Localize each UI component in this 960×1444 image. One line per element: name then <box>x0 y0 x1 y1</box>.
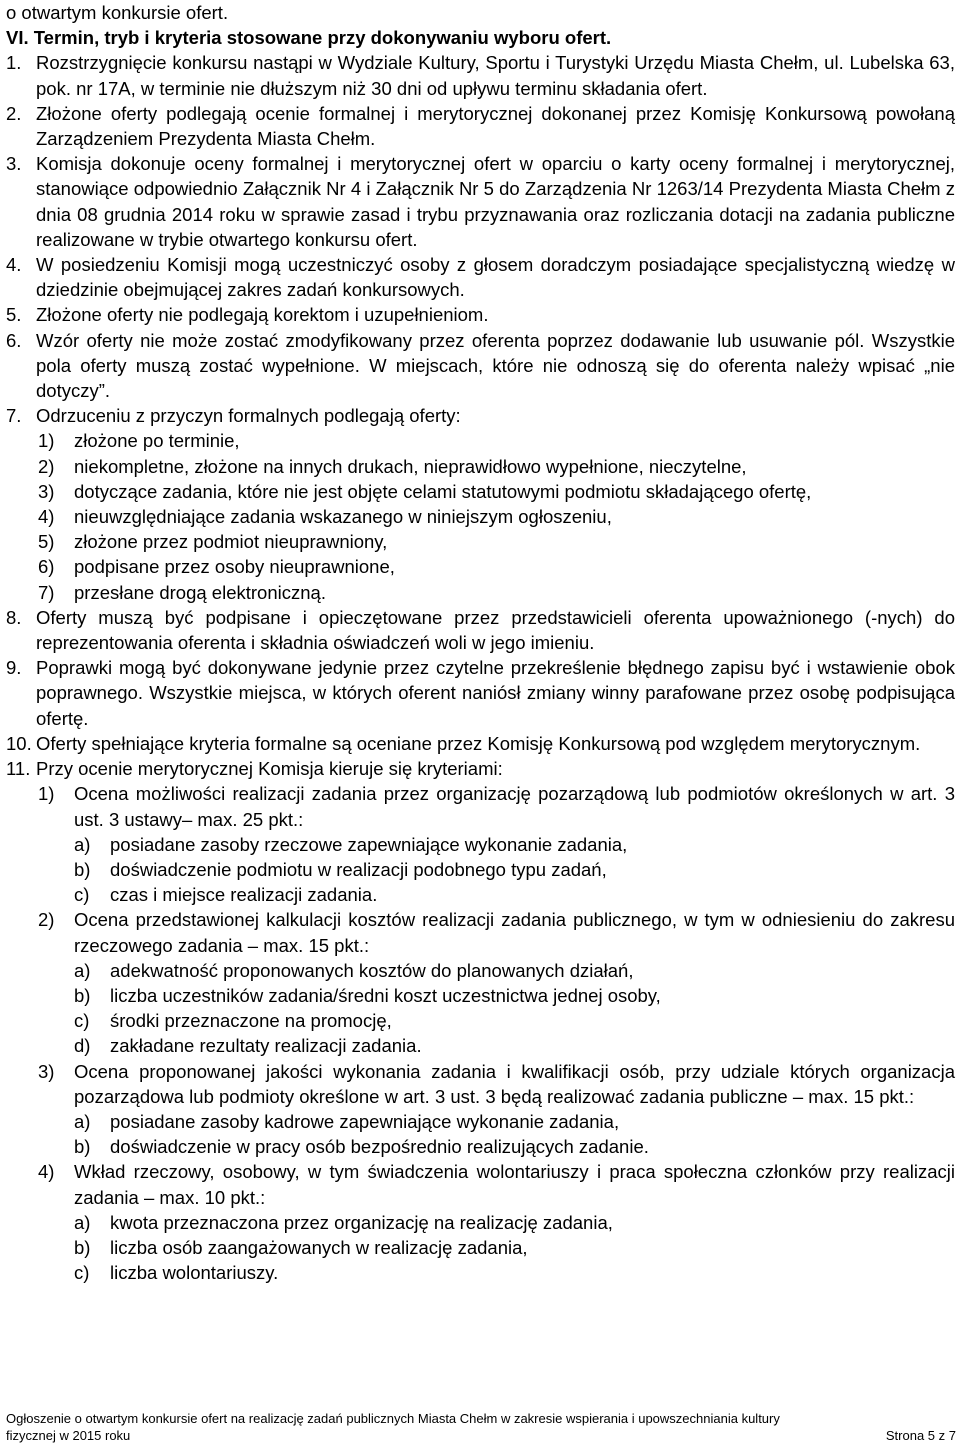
numbered-point-number: 6. <box>6 329 22 351</box>
criterion <box>0 1159 960 1209</box>
criterion-subitem <box>0 832 960 857</box>
criterion-subitem-number: b) <box>74 1236 91 1258</box>
criterion-subitem-text: czas i miejsce realizacji zadania. <box>110 884 378 906</box>
criterion-subitem <box>0 882 960 907</box>
rejection-reason <box>0 454 960 479</box>
numbered-point-text: Rozstrzygnięcie konkursu nastąpi w Wydziale Kultury, Sportu i Turystyki Urzędu Miasta Chełm, ul. Lubelska 63, pok. nr 17A, w terminie nie dłuższym niż 30 dni od upływu terminu składania ofert. <box>36 52 955 99</box>
criterion-subitem-text: liczba uczestników zadania/średni koszt uczestnictwa jednej osoby, <box>110 984 661 1006</box>
numbered-point-number: 8. <box>6 606 22 628</box>
rejection-reason-number: 1) <box>38 430 55 452</box>
numbered-point-number: 1. <box>6 52 22 74</box>
numbered-point-number: 9. <box>6 657 22 679</box>
numbered-point-text: Poprawki mogą być dokonywane jedynie przez czytelne przekreślenie błędnego zapisu być i wstawienie obok poprawnego. Wszystkie miejsca, w których oferent naniósł zmiany winny parafowane przez osobę podpisująca ofertę. <box>36 657 955 729</box>
rejection-reason-text: nieuwzględniające zadania wskazanego w niniejszym ogłoszeniu, <box>74 506 612 528</box>
rejection-reason <box>0 580 960 605</box>
rejection-reason-text: podpisane przez osoby nieuprawnione, <box>74 556 395 578</box>
criterion-text: Ocena proponowanej jakości wykonania zadania i kwalifikacji osób, przy udziale których organizacja pozarządowa lub podmioty określone w art. 3 ust. 3 będą realizować zadania publiczne – max. 15 pkt.: <box>74 1060 955 1107</box>
criterion-text: Ocena przedstawionej kalkulacji kosztów realizacji zadania publicznego, w tym w odniesieniu do zakresu rzeczowego zadania – max. 15 pkt.: <box>74 909 955 956</box>
rejection-reason-text: złożone przez podmiot nieuprawniony, <box>74 531 388 553</box>
criterion-number: 3) <box>38 1060 55 1082</box>
numbered-point-text: Złożone oferty podlegają ocenie formalnej i merytorycznej dokonanej przez Komisję Konkursową powołaną Zarządzeniem Prezydenta Miasta Chełm. <box>36 102 955 150</box>
footer-title-line: Ogłoszenie o otwartym konkursie ofert na realizację zadań publicznych Miasta Chełm w zakresie wspierania i upowszechniania kultury <box>6 1411 780 1426</box>
criterion-subitem-number: b) <box>74 858 91 880</box>
criterion <box>0 1059 960 1109</box>
numbered-point-text: Złożone oferty nie podlegają korektom i uzupełnieniom. <box>36 304 489 326</box>
numbered-point-number: 11. <box>6 758 31 780</box>
numbered-point-text: Komisja dokonuje oceny formalnej i merytorycznej ofert w oparciu o karty oceny formalnej i merytorycznej, stanowiące odpowiednio Załącznik Nr 4 i Załącznik Nr 5 do Zarządzenia Nr 1263/14 Prezydenta Miasta Chełm z dnia 08 grudnia 2014 roku w sprawie zasad i trybu przyznawania oraz rozliczania dotacji na zadania publiczne realizowane w trybie otwartego konkursu ofert. <box>36 153 955 250</box>
numbered-point <box>0 403 960 428</box>
criterion-subitem-text: kwota przeznaczona przez organizację na realizację zadania, <box>110 1211 613 1233</box>
rejection-reasons-list <box>0 428 960 604</box>
criterion-subitem-number: c) <box>74 1010 90 1032</box>
rejection-reason <box>0 479 960 504</box>
criterion-subitem <box>0 1109 960 1134</box>
criterion-subitem-number: c) <box>74 1262 90 1284</box>
lead-fragment: o otwartym konkursie ofert. <box>6 2 229 23</box>
rejection-reason-text: przesłane drogą elektroniczną. <box>74 581 326 603</box>
numbered-point-number: 7. <box>6 405 22 427</box>
footer-title-continuation: fizycznej w 2015 roku <box>6 1428 131 1443</box>
criterion-subitem-text: zakładane rezultaty realizacji zadania. <box>110 1035 422 1057</box>
rejection-reason <box>0 428 960 453</box>
criterion-subitem-text: posiadane zasoby rzeczowe zapewniające wykonanie zadania, <box>110 833 628 855</box>
criterion-text: Ocena możliwości realizacji zadania przez organizację pozarządową lub podmiotów określonych w art. 3 ust. 3 ustawy– max. 25 pkt.: <box>74 783 955 830</box>
criterion-subitem-text: liczba osób zaangażowanych w realizację zadania, <box>110 1236 528 1258</box>
criterion <box>0 781 960 831</box>
rejection-reason-number: 3) <box>38 480 55 502</box>
numbered-point-number: 5. <box>6 304 22 326</box>
criterion-subitem <box>0 857 960 882</box>
criterion-subitem-number: a) <box>74 959 91 981</box>
criterion-subitem-text: liczba wolontariuszy. <box>110 1262 279 1284</box>
numbered-point-text: Oferty muszą być podpisane i opieczętowane przez przedstawicieli oferenta upoważnionego (-nych) do reprezentowania oferenta i składnia oświadczeń woli w jego imieniu. <box>36 606 955 654</box>
rejection-reason <box>0 504 960 529</box>
numbered-point <box>0 328 960 404</box>
criterion-text: Wkład rzeczowy, osobowy, w tym świadczenia wolontariuszy i praca społeczna członków przy realizacji zadania – max. 10 pkt.: <box>74 1161 955 1208</box>
criterion-subitem <box>0 1008 960 1033</box>
numbered-points-continued <box>0 605 960 781</box>
rejection-reason-number: 4) <box>38 506 55 528</box>
section-heading: VI. Termin, tryb i kryteria stosowane przy dokonywaniu wyboru ofert. <box>6 27 612 49</box>
evaluation-criteria-list <box>0 781 960 1285</box>
numbered-point <box>0 731 960 756</box>
criterion-subitem-text: doświadczenie podmiotu w realizacji podobnego typu zadań, <box>110 858 607 880</box>
rejection-reason-text: dotyczące zadania, które nie jest objęte celami statutowymi podmiotu składającego ofertę, <box>74 480 812 502</box>
criterion-subitem <box>0 1235 960 1260</box>
numbered-point <box>0 605 960 655</box>
numbered-point <box>0 302 960 327</box>
numbered-point-number: 10. <box>6 732 32 754</box>
page-number: Strona 5 z 7 <box>885 1428 956 1443</box>
criterion-subitem-number: a) <box>74 1110 91 1132</box>
criterion-subitem <box>0 1134 960 1159</box>
criterion <box>0 907 960 957</box>
rejection-reason <box>0 529 960 554</box>
criterion-subitem <box>0 983 960 1008</box>
criterion-subitem-text: adekwatność proponowanych kosztów do planowanych działań, <box>110 959 634 981</box>
criterion-subitem-text: środki przeznaczone na promocję, <box>110 1010 392 1032</box>
numbered-point <box>0 50 960 100</box>
rejection-reason <box>0 554 960 579</box>
criterion-subitem-text: doświadczenie w pracy osób bezpośrednio realizujących zadanie. <box>110 1136 649 1158</box>
criterion-subitem <box>0 1260 960 1285</box>
rejection-reason-text: złożone po terminie, <box>74 430 240 452</box>
criterion-subitem <box>0 958 960 983</box>
criterion-subitem <box>0 1033 960 1058</box>
criterion-subitem-number: c) <box>74 884 90 906</box>
criterion-number: 4) <box>38 1161 55 1183</box>
rejection-reason-number: 6) <box>38 556 55 578</box>
criterion-number: 2) <box>38 909 55 931</box>
rejection-reason-number: 5) <box>38 531 55 553</box>
numbered-point-number: 2. <box>6 102 22 124</box>
criterion-subitem-number: d) <box>74 1035 91 1057</box>
numbered-point-text: Wzór oferty nie może zostać zmodyfikowany przez oferenta poprzez dodawanie lub usuwanie pól. Wszystkie pola oferty muszą zostać wypełnione. W miejscach, które nie odnoszą się do oferenta należy wpisać „nie dotyczy”. <box>36 329 955 402</box>
criterion-subitem <box>0 1210 960 1235</box>
numbered-point <box>0 252 960 302</box>
rejection-reason-text: niekompletne, złożone na innych drukach, nieprawidłowo wypełnione, nieczytelne, <box>74 455 747 477</box>
numbered-point-text: Odrzuceniu z przyczyn formalnych podlegają oferty: <box>36 405 461 427</box>
numbered-point-text: Przy ocenie merytorycznej Komisja kieruje się kryteriami: <box>36 758 503 780</box>
criterion-subitem-number: b) <box>74 1136 91 1158</box>
criterion-subitem-number: a) <box>74 1211 91 1233</box>
numbered-point <box>0 101 960 151</box>
criterion-number: 1) <box>38 783 55 805</box>
criterion-subitem-text: posiadane zasoby kadrowe zapewniające wykonanie zadania, <box>110 1110 620 1132</box>
numbered-point <box>0 151 960 252</box>
numbered-point-text: Oferty spełniające kryteria formalne są oceniane przez Komisję Konkursową pod względem merytorycznym. <box>36 732 921 754</box>
numbered-point <box>0 655 960 731</box>
numbered-point <box>0 756 960 781</box>
rejection-reason-number: 2) <box>38 455 55 477</box>
numbered-point-number: 4. <box>6 254 22 276</box>
numbered-point-number: 3. <box>6 153 22 175</box>
criterion-subitem-number: b) <box>74 984 91 1006</box>
criterion-subitem-number: a) <box>74 833 91 855</box>
numbered-point-text: W posiedzeniu Komisji mogą uczestniczyć osoby z głosem doradczym posiadające specjalistyczną wiedzę w dziedzinie obejmującej zakres zadań konkursowych. <box>36 254 955 301</box>
rejection-reason-number: 7) <box>38 581 55 603</box>
numbered-points <box>0 50 960 428</box>
page-footer <box>6 1410 956 1444</box>
